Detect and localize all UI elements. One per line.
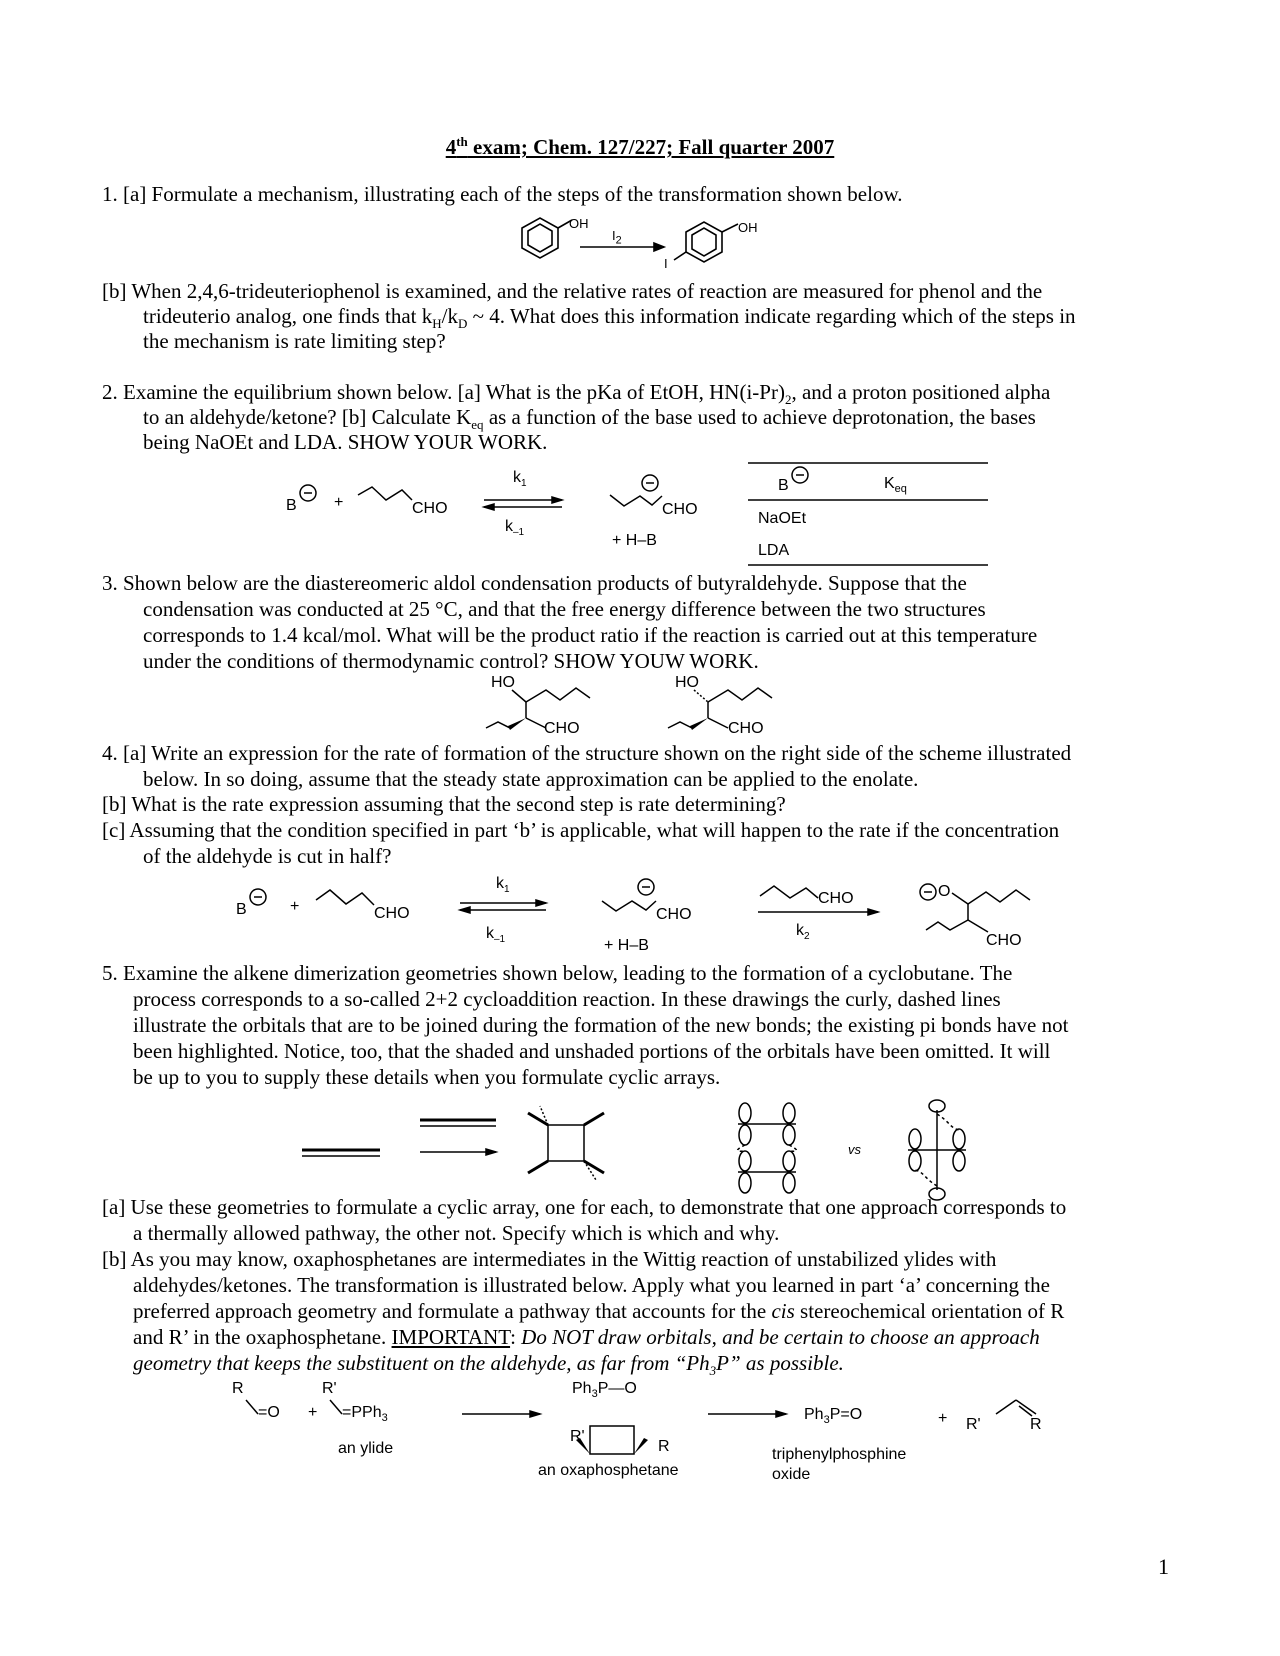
cho-label-3a: CHO — [544, 720, 580, 737]
table-row-naoet: NaOEt — [758, 510, 807, 527]
q4-cho-2: CHO — [656, 906, 692, 923]
plus-sign: + — [334, 494, 344, 511]
wittig-ylide: =PPh$_3$ — [342, 1404, 388, 1425]
page-number: 1 — [1158, 1554, 1169, 1579]
oxaphosphetane-caption: an oxaphosphetane — [538, 1462, 679, 1479]
oxaphosphetane-ring — [590, 1426, 634, 1454]
oh-label-1: OH — [569, 216, 589, 231]
q5-line2: process corresponds to a so-called 2+2 cycloaddition reaction. In these drawings the curly, dashed lines — [133, 987, 1001, 1011]
iodine-label: I — [664, 256, 668, 271]
q4-base-label: B — [236, 901, 247, 918]
q2-line3: being NaOEt and LDA. SHOW YOUR WORK. — [143, 430, 548, 454]
q4-k-minus1: $k_{-1}$ — [486, 925, 506, 946]
page-title: 4th exam; Chem. 127/227; Fall quarter 2007 — [445, 134, 835, 159]
q5-line3: illustrate the orbitals that are to be joined during the formation of the new bonds; the existing pi bonds have not — [133, 1013, 1069, 1037]
q3-line1: 3. Shown below are the diastereomeric aldol condensation products of butyraldehyde. Suppose that the — [102, 571, 967, 595]
q5-line5: be up to you to supply these details when you formulate cyclic arrays. — [133, 1065, 721, 1089]
q4-line2: below. In so doing, assume that the steady state approximation can be applied to the enolate. — [143, 767, 919, 791]
q4-cho-3: CHO — [818, 890, 854, 907]
wittig-r2: R — [658, 1438, 670, 1455]
wittig-ph3p-eq-o: $Ph_3P=O$ — [804, 1406, 863, 1427]
q5-part-a-line2: a thermally allowed pathway, the other not. Specify which is which and why. — [133, 1221, 780, 1245]
q2-line1: 2. Examine the equilibrium shown below. [a] What is the pKa of EtOH, $HN(i-Pr)_2$, and a proton positioned alpha — [102, 380, 1051, 408]
wittig-rprime-2: R' — [570, 1428, 585, 1445]
k1-label: $k_1$ — [513, 469, 527, 490]
wittig-rprime-3: R' — [966, 1416, 981, 1433]
q4-line3: [b] What is the rate expression assuming that the second step is rate determining? — [102, 792, 786, 816]
table-col-keq: $K_{eq}$ — [884, 475, 907, 496]
q1-part-b-line3: the mechanism is rate limiting step? — [143, 329, 446, 353]
q3-line4: under the conditions of thermodynamic control? SHOW YOUW WORK. — [143, 649, 759, 673]
q1-part-b-line1: [b] When 2,4,6-trideuteriophenol is examined, and the relative rates of reaction are measured for phenol and the — [102, 279, 1043, 303]
q5-part-b-line4: and R’ in the oxaphosphetane. IMPORTANT: Do NOT draw orbitals, and be certain to choose an approach — [133, 1325, 1040, 1349]
q4-cho-1: CHO — [374, 905, 410, 922]
wittig-plus-1: + — [308, 1404, 318, 1421]
wittig-r3: R — [1030, 1416, 1042, 1433]
ho-label-1: HO — [491, 674, 515, 691]
q5-part-b-line5: geometry that keeps the substituent on the aldehyde, as far from “$Ph_3P$” as possible. — [133, 1351, 844, 1379]
tppo-caption-line2: oxide — [772, 1466, 811, 1483]
wittig-r1: R — [232, 1380, 244, 1397]
hb-label: + H–B — [612, 532, 657, 549]
wittig-ph3p-o: $Ph_3P—O$ — [572, 1380, 637, 1401]
table-col-base: B — [778, 477, 789, 494]
q5-part-b-line1: [b] As you may know, oxaphosphetanes are intermediates in the Wittig reaction of unstabilized ylides with — [102, 1247, 997, 1271]
cho-label-2: CHO — [662, 501, 698, 518]
q1-part-a: 1. [a] Formulate a mechanism, illustrating each of the steps of the transformation shown below. — [102, 182, 903, 206]
q4-line4: [c] Assuming that the condition specified in part ‘b’ is applicable, what will happen to the rate if the concentration — [102, 818, 1060, 842]
q4-line1: 4. [a] Write an expression for the rate of formation of the structure shown on the right side of the scheme illustrated — [102, 741, 1072, 765]
q5-part-b-line2: aldehydes/ketones. The transformation is illustrated below. Apply what you learned in part ‘a’ concerning the — [133, 1273, 1050, 1297]
wittig-carbonyl: =O — [258, 1404, 280, 1421]
base-label: B — [286, 497, 297, 514]
q5-part-b-line3: preferred approach geometry and formulate a pathway that accounts for the cis stereochemical orientation of R — [133, 1299, 1065, 1323]
q3-line2: condensation was conducted at 25 °C, and that the free energy difference between the two structures — [143, 597, 986, 621]
wittig-rprime-1: R' — [322, 1380, 337, 1397]
q4-cho-4: CHO — [986, 932, 1022, 949]
cho-label-1: CHO — [412, 500, 448, 517]
q1-part-b-line2: trideuterio analog, one finds that $k_H/k_D$ ~ 4. What does this information indicate regarding which of the steps in — [143, 304, 1076, 332]
ho-label-2: HO — [675, 674, 699, 691]
q4-plus: + — [290, 898, 300, 915]
q4-oxide-o: O — [938, 883, 951, 900]
q5-part-a-line1: [a] Use these geometries to formulate a cyclic array, one for each, to demonstrate that one approach corresponds to — [102, 1195, 1067, 1219]
q5-line4: been highlighted. Notice, too, that the shaded and unshaded portions of the orbitals have been omitted. It will — [133, 1039, 1051, 1063]
q5-line1: 5. Examine the alkene dimerization geometries shown below, leading to the formation of a cyclobutane. The — [102, 961, 1013, 985]
q3-line3: corresponds to 1.4 kcal/mol. What will be the product ratio if the reaction is carried out at this temperature — [143, 623, 1038, 647]
table-row-lda: LDA — [758, 542, 790, 559]
wittig-plus-2: + — [938, 1410, 948, 1427]
reagent-label: $I_2$ — [612, 228, 622, 247]
q4-k1: $k_1$ — [496, 875, 510, 896]
vs-label: vs — [848, 1142, 861, 1157]
tppo-caption-line1: triphenylphosphine — [772, 1446, 907, 1463]
q2-line2: to an aldehyde/ketone? [b] Calculate $K_{eq}$ as a function of the base used to achieve deprotonation, the bases — [143, 405, 1036, 433]
q4-line5: of the aldehyde is cut in half? — [143, 844, 392, 868]
cho-label-3b: CHO — [728, 720, 764, 737]
ylide-caption: an ylide — [338, 1440, 394, 1457]
q4-hb: + H–B — [604, 937, 649, 954]
k-minus1-label: $k_{-1}$ — [505, 518, 525, 539]
oh-label-2: OH — [738, 220, 758, 235]
q4-k2: $k_2$ — [796, 922, 810, 943]
